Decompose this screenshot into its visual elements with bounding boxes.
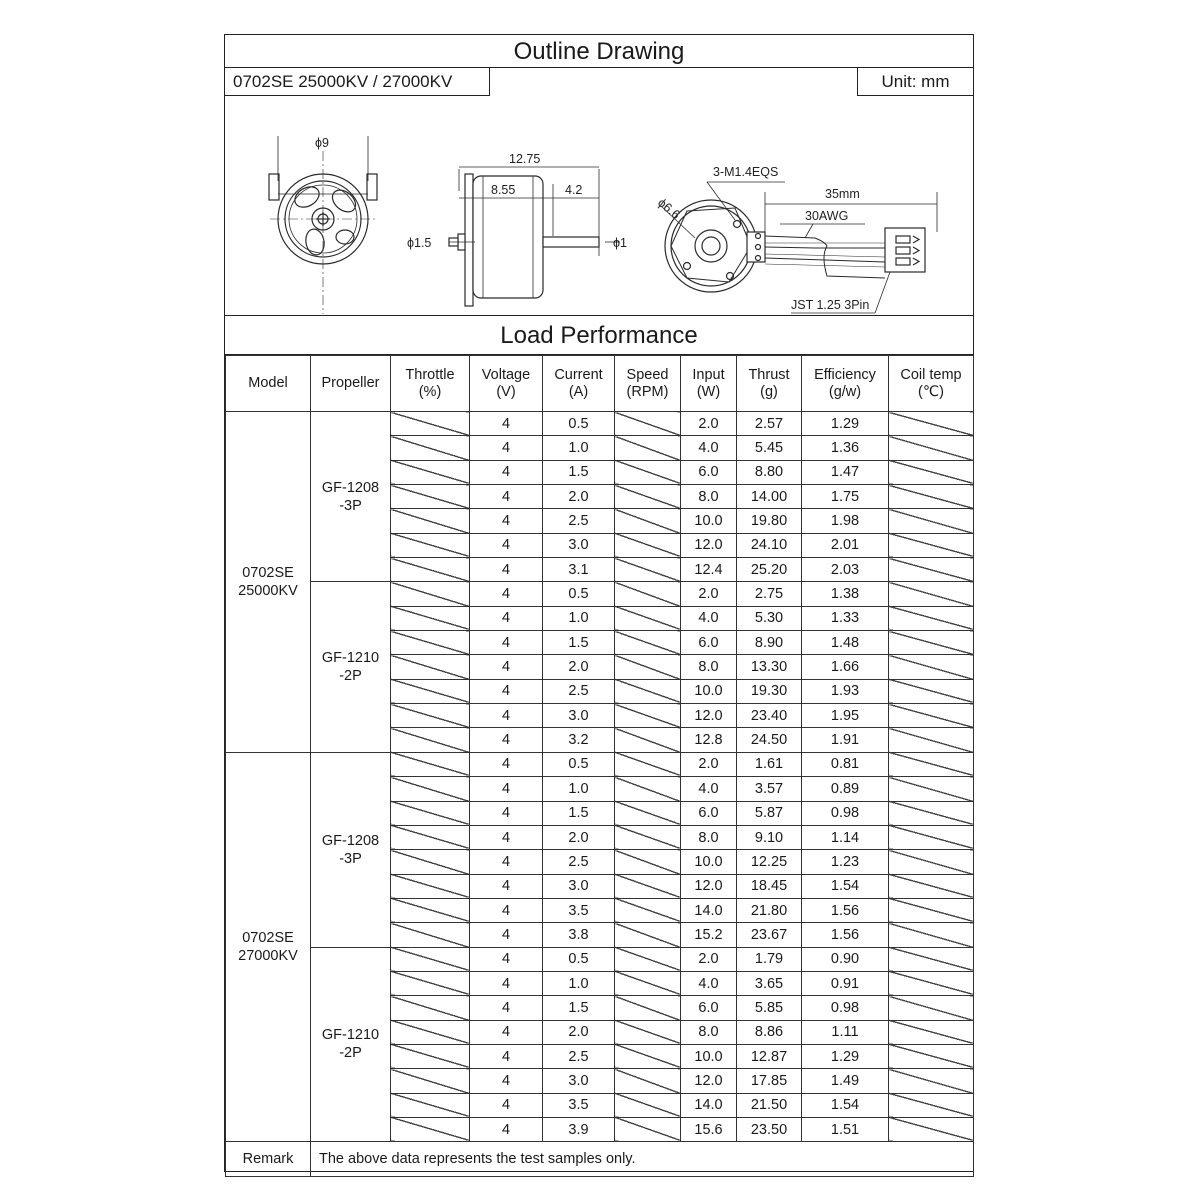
voltage-cell: 4 bbox=[470, 606, 543, 630]
input-cell: 12.8 bbox=[681, 728, 737, 752]
header-efficiency: Efficiency (g/w) bbox=[802, 356, 889, 412]
model-line: 0702SE 25000KV / 27000KV bbox=[225, 68, 490, 96]
current-cell: 0.5 bbox=[543, 582, 615, 606]
thrust-cell: 14.00 bbox=[737, 485, 802, 509]
input-cell: 4.0 bbox=[681, 606, 737, 630]
model-cell: 0702SE 25000KV bbox=[226, 412, 311, 753]
coil-temp-cell-empty bbox=[889, 752, 974, 776]
thrust-cell: 13.30 bbox=[737, 655, 802, 679]
voltage-cell: 4 bbox=[470, 874, 543, 898]
motor-wires bbox=[765, 236, 885, 278]
current-cell: 2.0 bbox=[543, 825, 615, 849]
thrust-cell: 5.45 bbox=[737, 436, 802, 460]
screws-label: 3-M1.4EQS bbox=[713, 165, 779, 179]
coil-temp-cell-empty bbox=[889, 558, 974, 582]
voltage-cell: 4 bbox=[470, 509, 543, 533]
coil-temp-cell-empty bbox=[889, 996, 974, 1020]
throttle-cell-empty bbox=[391, 1020, 470, 1044]
shaft-diameter-right-label: ϕ1 bbox=[613, 236, 627, 250]
outline-drawing bbox=[225, 96, 973, 314]
coil-temp-cell-empty bbox=[889, 655, 974, 679]
speed-cell-empty bbox=[615, 752, 681, 776]
efficiency-cell: 1.95 bbox=[802, 704, 889, 728]
voltage-cell: 4 bbox=[470, 412, 543, 436]
input-cell: 12.0 bbox=[681, 704, 737, 728]
current-cell: 3.0 bbox=[543, 533, 615, 557]
voltage-cell: 4 bbox=[470, 679, 543, 703]
voltage-cell: 4 bbox=[470, 728, 543, 752]
voltage-cell: 4 bbox=[470, 923, 543, 947]
voltage-cell: 4 bbox=[470, 947, 543, 971]
efficiency-cell: 0.98 bbox=[802, 801, 889, 825]
speed-cell-empty bbox=[615, 704, 681, 728]
efficiency-cell: 0.89 bbox=[802, 777, 889, 801]
speed-cell-empty bbox=[615, 850, 681, 874]
thrust-cell: 5.87 bbox=[737, 801, 802, 825]
coil-temp-cell-empty bbox=[889, 436, 974, 460]
input-cell: 8.0 bbox=[681, 485, 737, 509]
throttle-cell-empty bbox=[391, 1069, 470, 1093]
wire-length-label: 35mm bbox=[825, 187, 860, 201]
speed-cell-empty bbox=[615, 412, 681, 436]
input-cell: 12.0 bbox=[681, 533, 737, 557]
current-cell: 3.9 bbox=[543, 1117, 615, 1141]
speed-cell-empty bbox=[615, 1117, 681, 1141]
efficiency-cell: 1.98 bbox=[802, 509, 889, 533]
jst-connector bbox=[885, 228, 925, 272]
coil-temp-cell-empty bbox=[889, 1117, 974, 1141]
coil-temp-cell-empty bbox=[889, 1020, 974, 1044]
input-cell: 10.0 bbox=[681, 509, 737, 533]
input-cell: 2.0 bbox=[681, 582, 737, 606]
efficiency-cell: 1.54 bbox=[802, 1093, 889, 1117]
efficiency-cell: 2.01 bbox=[802, 533, 889, 557]
throttle-cell-empty bbox=[391, 460, 470, 484]
coil-temp-cell-empty bbox=[889, 947, 974, 971]
remark-row bbox=[226, 1142, 974, 1177]
speed-cell-empty bbox=[615, 777, 681, 801]
voltage-cell: 4 bbox=[470, 825, 543, 849]
thrust-cell: 18.45 bbox=[737, 874, 802, 898]
speed-cell-empty bbox=[615, 582, 681, 606]
thrust-cell: 1.61 bbox=[737, 752, 802, 776]
efficiency-cell: 0.91 bbox=[802, 971, 889, 995]
thrust-cell: 8.86 bbox=[737, 1020, 802, 1044]
throttle-cell-empty bbox=[391, 923, 470, 947]
current-cell: 2.0 bbox=[543, 1020, 615, 1044]
speed-cell-empty bbox=[615, 558, 681, 582]
throttle-cell-empty bbox=[391, 679, 470, 703]
speed-cell-empty bbox=[615, 898, 681, 922]
thrust-cell: 5.85 bbox=[737, 996, 802, 1020]
voltage-cell: 4 bbox=[470, 1044, 543, 1068]
input-cell: 4.0 bbox=[681, 971, 737, 995]
throttle-cell-empty bbox=[391, 996, 470, 1020]
throttle-cell-empty bbox=[391, 412, 470, 436]
coil-temp-cell-empty bbox=[889, 801, 974, 825]
speed-cell-empty bbox=[615, 1020, 681, 1044]
voltage-cell: 4 bbox=[470, 558, 543, 582]
voltage-cell: 4 bbox=[470, 436, 543, 460]
efficiency-cell: 0.98 bbox=[802, 996, 889, 1020]
coil-temp-cell-empty bbox=[889, 679, 974, 703]
input-cell: 4.0 bbox=[681, 436, 737, 460]
efficiency-cell: 1.91 bbox=[802, 728, 889, 752]
throttle-cell-empty bbox=[391, 752, 470, 776]
speed-cell-empty bbox=[615, 509, 681, 533]
efficiency-cell: 1.14 bbox=[802, 825, 889, 849]
speed-cell-empty bbox=[615, 460, 681, 484]
thrust-cell: 19.80 bbox=[737, 509, 802, 533]
speed-cell-empty bbox=[615, 485, 681, 509]
wire-gauge-label: 30AWG bbox=[805, 209, 849, 223]
current-cell: 2.5 bbox=[543, 1044, 615, 1068]
throttle-cell-empty bbox=[391, 1044, 470, 1068]
voltage-cell: 4 bbox=[470, 898, 543, 922]
voltage-cell: 4 bbox=[470, 1117, 543, 1141]
voltage-cell: 4 bbox=[470, 1069, 543, 1093]
voltage-cell: 4 bbox=[470, 1020, 543, 1044]
coil-temp-cell-empty bbox=[889, 1093, 974, 1117]
header-speed: Speed (RPM) bbox=[615, 356, 681, 412]
coil-temp-cell-empty bbox=[889, 1044, 974, 1068]
propeller-cell: GF-1208 -3P bbox=[311, 752, 391, 947]
speed-cell-empty bbox=[615, 679, 681, 703]
input-cell: 6.0 bbox=[681, 460, 737, 484]
input-cell: 14.0 bbox=[681, 898, 737, 922]
current-cell: 2.0 bbox=[543, 655, 615, 679]
speed-cell-empty bbox=[615, 996, 681, 1020]
voltage-cell: 4 bbox=[470, 777, 543, 801]
propeller-cell: GF-1210 -2P bbox=[311, 947, 391, 1142]
throttle-cell-empty bbox=[391, 533, 470, 557]
throttle-cell-empty bbox=[391, 582, 470, 606]
table-row bbox=[226, 752, 974, 776]
input-cell: 2.0 bbox=[681, 752, 737, 776]
current-cell: 2.0 bbox=[543, 485, 615, 509]
header-propeller: Propeller bbox=[311, 356, 391, 412]
thrust-cell: 8.90 bbox=[737, 631, 802, 655]
input-cell: 14.0 bbox=[681, 1093, 737, 1117]
efficiency-cell: 1.29 bbox=[802, 1044, 889, 1068]
thrust-cell: 19.30 bbox=[737, 679, 802, 703]
throttle-cell-empty bbox=[391, 898, 470, 922]
header-input: Input (W) bbox=[681, 356, 737, 412]
current-cell: 2.5 bbox=[543, 509, 615, 533]
input-cell: 10.0 bbox=[681, 1044, 737, 1068]
header-model: Model bbox=[226, 356, 311, 412]
efficiency-cell: 2.03 bbox=[802, 558, 889, 582]
input-cell: 12.0 bbox=[681, 1069, 737, 1093]
throttle-cell-empty bbox=[391, 485, 470, 509]
current-cell: 1.5 bbox=[543, 801, 615, 825]
input-cell: 15.2 bbox=[681, 923, 737, 947]
voltage-cell: 4 bbox=[470, 850, 543, 874]
input-cell: 6.0 bbox=[681, 801, 737, 825]
back-diameter-label: ϕ6.6 bbox=[655, 195, 683, 222]
total-length-label: 12.75 bbox=[509, 152, 541, 166]
header-voltage: Voltage (V) bbox=[470, 356, 543, 412]
input-cell: 6.0 bbox=[681, 996, 737, 1020]
throttle-cell-empty bbox=[391, 825, 470, 849]
coil-temp-cell-empty bbox=[889, 509, 974, 533]
voltage-cell: 4 bbox=[470, 533, 543, 557]
efficiency-cell: 1.36 bbox=[802, 436, 889, 460]
speed-cell-empty bbox=[615, 923, 681, 947]
coil-temp-cell-empty bbox=[889, 460, 974, 484]
throttle-cell-empty bbox=[391, 606, 470, 630]
efficiency-cell: 0.90 bbox=[802, 947, 889, 971]
voltage-cell: 4 bbox=[470, 971, 543, 995]
speed-cell-empty bbox=[615, 1069, 681, 1093]
thrust-cell: 2.75 bbox=[737, 582, 802, 606]
front-diameter-label: ϕ9 bbox=[315, 136, 329, 150]
efficiency-cell: 1.56 bbox=[802, 898, 889, 922]
thrust-cell: 2.57 bbox=[737, 412, 802, 436]
thrust-cell: 24.10 bbox=[737, 533, 802, 557]
throttle-cell-empty bbox=[391, 655, 470, 679]
shaft-length-label: 4.2 bbox=[565, 183, 583, 197]
thrust-cell: 3.65 bbox=[737, 971, 802, 995]
coil-temp-cell-empty bbox=[889, 777, 974, 801]
speed-cell-empty bbox=[615, 874, 681, 898]
current-cell: 1.5 bbox=[543, 460, 615, 484]
table-row bbox=[226, 582, 974, 606]
efficiency-cell: 1.48 bbox=[802, 631, 889, 655]
efficiency-cell: 1.93 bbox=[802, 679, 889, 703]
input-cell: 8.0 bbox=[681, 1020, 737, 1044]
coil-temp-cell-empty bbox=[889, 850, 974, 874]
connector-label: JST 1.25 3Pin bbox=[791, 298, 870, 312]
thrust-cell: 8.80 bbox=[737, 460, 802, 484]
table-row bbox=[226, 412, 974, 436]
speed-cell-empty bbox=[615, 728, 681, 752]
speed-cell-empty bbox=[615, 801, 681, 825]
current-cell: 0.5 bbox=[543, 947, 615, 971]
input-cell: 12.4 bbox=[681, 558, 737, 582]
propeller-cell: GF-1210 -2P bbox=[311, 582, 391, 752]
shaft-diameter-left-label: ϕ1.5 bbox=[407, 236, 432, 250]
coil-temp-cell-empty bbox=[889, 1069, 974, 1093]
thrust-cell: 23.40 bbox=[737, 704, 802, 728]
thrust-cell: 21.50 bbox=[737, 1093, 802, 1117]
current-cell: 1.5 bbox=[543, 996, 615, 1020]
coil-temp-cell-empty bbox=[889, 533, 974, 557]
header-thrust: Thrust (g) bbox=[737, 356, 802, 412]
table-row bbox=[226, 947, 974, 971]
input-cell: 15.6 bbox=[681, 1117, 737, 1141]
throttle-cell-empty bbox=[391, 971, 470, 995]
coil-temp-cell-empty bbox=[889, 485, 974, 509]
efficiency-cell: 1.56 bbox=[802, 923, 889, 947]
thrust-cell: 12.25 bbox=[737, 850, 802, 874]
body-length-label: 8.55 bbox=[491, 183, 516, 197]
throttle-cell-empty bbox=[391, 947, 470, 971]
current-cell: 3.5 bbox=[543, 1093, 615, 1117]
voltage-cell: 4 bbox=[470, 582, 543, 606]
voltage-cell: 4 bbox=[470, 631, 543, 655]
current-cell: 2.5 bbox=[543, 679, 615, 703]
thrust-cell: 9.10 bbox=[737, 825, 802, 849]
header-current: Current (A) bbox=[543, 356, 615, 412]
current-cell: 1.5 bbox=[543, 631, 615, 655]
throttle-cell-empty bbox=[391, 509, 470, 533]
input-cell: 10.0 bbox=[681, 679, 737, 703]
efficiency-cell: 1.54 bbox=[802, 874, 889, 898]
throttle-cell-empty bbox=[391, 1117, 470, 1141]
throttle-cell-empty bbox=[391, 436, 470, 460]
speed-cell-empty bbox=[615, 606, 681, 630]
input-cell: 10.0 bbox=[681, 850, 737, 874]
voltage-cell: 4 bbox=[470, 485, 543, 509]
efficiency-cell: 1.38 bbox=[802, 582, 889, 606]
load-performance-title: Load Performance bbox=[225, 315, 973, 355]
efficiency-cell: 1.11 bbox=[802, 1020, 889, 1044]
efficiency-cell: 1.66 bbox=[802, 655, 889, 679]
coil-temp-cell-empty bbox=[889, 898, 974, 922]
throttle-cell-empty bbox=[391, 801, 470, 825]
throttle-cell-empty bbox=[391, 777, 470, 801]
coil-temp-cell-empty bbox=[889, 923, 974, 947]
speed-cell-empty bbox=[615, 1093, 681, 1117]
current-cell: 3.8 bbox=[543, 923, 615, 947]
efficiency-cell: 1.75 bbox=[802, 485, 889, 509]
coil-temp-cell-empty bbox=[889, 971, 974, 995]
load-performance-table bbox=[225, 355, 974, 1177]
remark-text: The above data represents the test samples only. bbox=[311, 1142, 974, 1177]
efficiency-cell: 1.33 bbox=[802, 606, 889, 630]
speed-cell-empty bbox=[615, 825, 681, 849]
efficiency-cell: 1.49 bbox=[802, 1069, 889, 1093]
spec-sheet bbox=[224, 34, 974, 1172]
thrust-cell: 12.87 bbox=[737, 1044, 802, 1068]
thrust-cell: 1.79 bbox=[737, 947, 802, 971]
thrust-cell: 24.50 bbox=[737, 728, 802, 752]
current-cell: 3.0 bbox=[543, 1069, 615, 1093]
input-cell: 8.0 bbox=[681, 825, 737, 849]
speed-cell-empty bbox=[615, 631, 681, 655]
voltage-cell: 4 bbox=[470, 996, 543, 1020]
current-cell: 3.5 bbox=[543, 898, 615, 922]
voltage-cell: 4 bbox=[470, 1093, 543, 1117]
current-cell: 3.0 bbox=[543, 874, 615, 898]
current-cell: 3.0 bbox=[543, 704, 615, 728]
input-cell: 2.0 bbox=[681, 412, 737, 436]
coil-temp-cell-empty bbox=[889, 704, 974, 728]
efficiency-cell: 1.51 bbox=[802, 1117, 889, 1141]
input-cell: 4.0 bbox=[681, 777, 737, 801]
current-cell: 0.5 bbox=[543, 752, 615, 776]
current-cell: 3.2 bbox=[543, 728, 615, 752]
coil-temp-cell-empty bbox=[889, 606, 974, 630]
current-cell: 2.5 bbox=[543, 850, 615, 874]
efficiency-cell: 0.81 bbox=[802, 752, 889, 776]
outline-drawing-title: Outline Drawing bbox=[225, 35, 973, 68]
thrust-cell: 5.30 bbox=[737, 606, 802, 630]
voltage-cell: 4 bbox=[470, 655, 543, 679]
current-cell: 3.1 bbox=[543, 558, 615, 582]
coil-temp-cell-empty bbox=[889, 412, 974, 436]
throttle-cell-empty bbox=[391, 631, 470, 655]
voltage-cell: 4 bbox=[470, 704, 543, 728]
efficiency-cell: 1.47 bbox=[802, 460, 889, 484]
throttle-cell-empty bbox=[391, 874, 470, 898]
remark-label: Remark bbox=[226, 1142, 311, 1177]
voltage-cell: 4 bbox=[470, 752, 543, 776]
thrust-cell: 17.85 bbox=[737, 1069, 802, 1093]
voltage-cell: 4 bbox=[470, 460, 543, 484]
speed-cell-empty bbox=[615, 655, 681, 679]
speed-cell-empty bbox=[615, 971, 681, 995]
thrust-cell: 25.20 bbox=[737, 558, 802, 582]
voltage-cell: 4 bbox=[470, 801, 543, 825]
coil-temp-cell-empty bbox=[889, 582, 974, 606]
current-cell: 1.0 bbox=[543, 606, 615, 630]
model-cell: 0702SE 27000KV bbox=[226, 752, 311, 1142]
thrust-cell: 23.50 bbox=[737, 1117, 802, 1141]
throttle-cell-empty bbox=[391, 728, 470, 752]
thrust-cell: 23.67 bbox=[737, 923, 802, 947]
propeller-cell: GF-1208 -3P bbox=[311, 412, 391, 582]
speed-cell-empty bbox=[615, 947, 681, 971]
throttle-cell-empty bbox=[391, 558, 470, 582]
coil-temp-cell-empty bbox=[889, 874, 974, 898]
throttle-cell-empty bbox=[391, 704, 470, 728]
throttle-cell-empty bbox=[391, 1093, 470, 1117]
header-coil-temp: Coil temp (℃) bbox=[889, 356, 974, 412]
speed-cell-empty bbox=[615, 1044, 681, 1068]
speed-cell-empty bbox=[615, 436, 681, 460]
input-cell: 8.0 bbox=[681, 655, 737, 679]
input-cell: 12.0 bbox=[681, 874, 737, 898]
input-cell: 2.0 bbox=[681, 947, 737, 971]
coil-temp-cell-empty bbox=[889, 825, 974, 849]
throttle-cell-empty bbox=[391, 850, 470, 874]
current-cell: 1.0 bbox=[543, 777, 615, 801]
header-throttle: Throttle (%) bbox=[391, 356, 470, 412]
speed-cell-empty bbox=[615, 533, 681, 557]
current-cell: 0.5 bbox=[543, 412, 615, 436]
thrust-cell: 3.57 bbox=[737, 777, 802, 801]
current-cell: 1.0 bbox=[543, 971, 615, 995]
efficiency-cell: 1.29 bbox=[802, 412, 889, 436]
unit-label: Unit: mm bbox=[857, 68, 973, 96]
input-cell: 6.0 bbox=[681, 631, 737, 655]
coil-temp-cell-empty bbox=[889, 728, 974, 752]
table-header-row bbox=[226, 356, 974, 412]
thrust-cell: 21.80 bbox=[737, 898, 802, 922]
coil-temp-cell-empty bbox=[889, 631, 974, 655]
current-cell: 1.0 bbox=[543, 436, 615, 460]
efficiency-cell: 1.23 bbox=[802, 850, 889, 874]
